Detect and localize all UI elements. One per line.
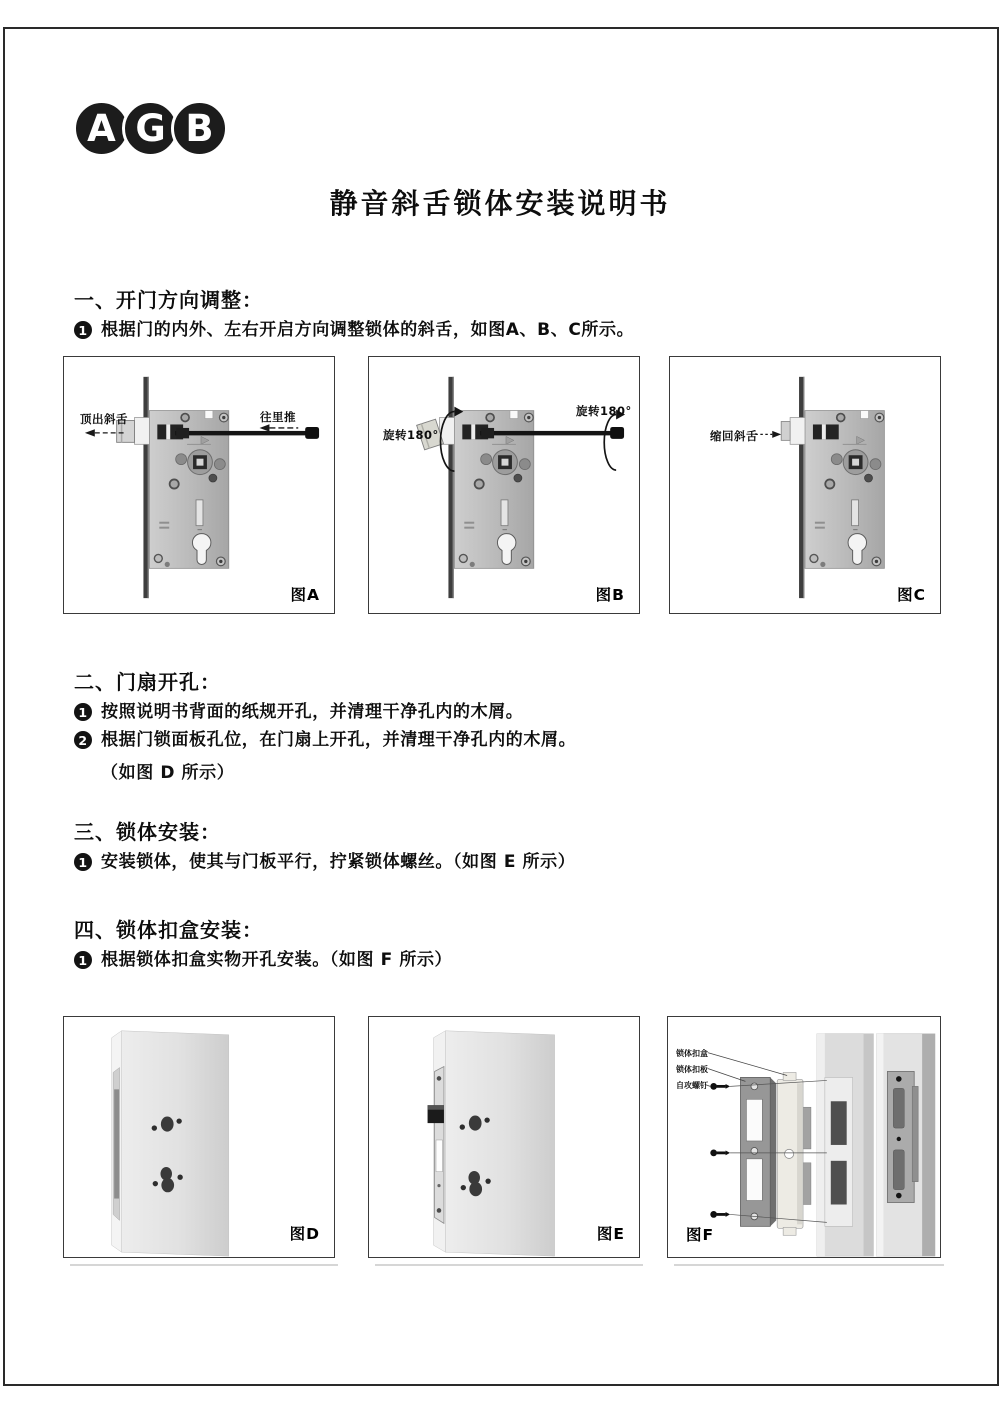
annotation-rotate-180-right: 旋转180° bbox=[576, 404, 632, 418]
section-door-direction bbox=[74, 284, 944, 341]
figure-c-tag: 图C bbox=[897, 586, 926, 604]
figure-e-box bbox=[368, 1016, 640, 1258]
annotation-retract-latch: 缩回斜舌 bbox=[710, 429, 758, 443]
lock-body-retract-illustration bbox=[670, 357, 940, 613]
logo-letter-g: G bbox=[122, 100, 179, 157]
step-row bbox=[74, 852, 944, 873]
step-row bbox=[74, 730, 944, 751]
annotation-eject-latch: 顶出斜舌 bbox=[80, 412, 128, 426]
strike-box-exploded-illustration bbox=[668, 1017, 940, 1257]
annotation-strike-plate: 锁体扣板 bbox=[676, 1065, 708, 1074]
figure-d-box bbox=[63, 1016, 335, 1258]
step-row bbox=[74, 320, 944, 341]
step-number-badge: 1 bbox=[74, 703, 92, 721]
lock-installed-illustration bbox=[369, 1017, 639, 1257]
figure-f-shadow bbox=[674, 1264, 944, 1266]
section-lock-install bbox=[74, 816, 944, 873]
step-text: 根据门的内外、左右开启方向调整锁体的斜舌，如图A、B、C所示。 bbox=[101, 320, 635, 340]
logo-letter-a: A bbox=[73, 100, 130, 157]
self-tapping-screws bbox=[710, 1083, 730, 1218]
step-row bbox=[74, 950, 944, 971]
lock-body-rotate-illustration bbox=[369, 357, 639, 613]
figure-a-box bbox=[63, 356, 335, 614]
page-title: 静音斜舌锁体安装说明书 bbox=[329, 187, 671, 220]
logo-letter-b: B bbox=[171, 100, 228, 157]
figure-reference-note: （如图 D 所示） bbox=[101, 763, 235, 783]
section-heading: 一、开门方向调整： bbox=[74, 288, 263, 312]
figure-f-box bbox=[667, 1016, 941, 1258]
step-number-badge: 1 bbox=[74, 853, 92, 871]
step-number-badge: 1 bbox=[74, 951, 92, 969]
annotation-self-tapping-screw: 自攻螺钉 bbox=[676, 1081, 708, 1090]
figure-c-box bbox=[669, 356, 941, 614]
figure-b-tag: 图B bbox=[595, 586, 625, 604]
step-text: 安装锁体，使其与门板平行，拧紧锁体螺丝。（如图 E 所示） bbox=[101, 852, 576, 872]
section-heading: 三、锁体安装： bbox=[74, 820, 221, 844]
figure-f-tag: 图F bbox=[686, 1226, 715, 1244]
section-heading: 四、锁体扣盒安装： bbox=[74, 918, 263, 942]
step-text: 根据锁体扣盒实物开孔安装。（如图 F 所示） bbox=[101, 950, 453, 970]
figure-a-tag: 图A bbox=[290, 586, 320, 604]
section-strike-box-install bbox=[74, 914, 944, 971]
section-heading: 二、门扇开孔： bbox=[74, 670, 221, 694]
annotation-push-inward: 往里推 bbox=[260, 410, 296, 424]
agb-logo bbox=[73, 100, 228, 157]
figure-d-shadow bbox=[70, 1264, 338, 1266]
door-drilled-holes-illustration bbox=[64, 1017, 334, 1257]
step-row bbox=[74, 702, 944, 723]
step-number-badge: 2 bbox=[74, 731, 92, 749]
lock-body-eject-illustration bbox=[64, 357, 334, 613]
figure-b-box bbox=[368, 356, 640, 614]
figure-d-tag: 图D bbox=[289, 1225, 320, 1243]
section-door-drilling bbox=[74, 666, 944, 783]
step-text: 按照说明书背面的纸规开孔，并清理干净孔内的木屑。 bbox=[101, 702, 524, 722]
step-number-badge: 1 bbox=[74, 321, 92, 339]
step-text: 根据门锁面板孔位，在门扇上开孔，并清理干净孔内的木屑。 bbox=[101, 730, 577, 750]
annotation-rotate-180-left: 旋转180° bbox=[383, 428, 439, 442]
annotation-strike-box: 锁体扣盒 bbox=[676, 1049, 708, 1058]
figure-e-tag: 图E bbox=[596, 1225, 625, 1243]
figure-e-shadow bbox=[375, 1264, 643, 1266]
